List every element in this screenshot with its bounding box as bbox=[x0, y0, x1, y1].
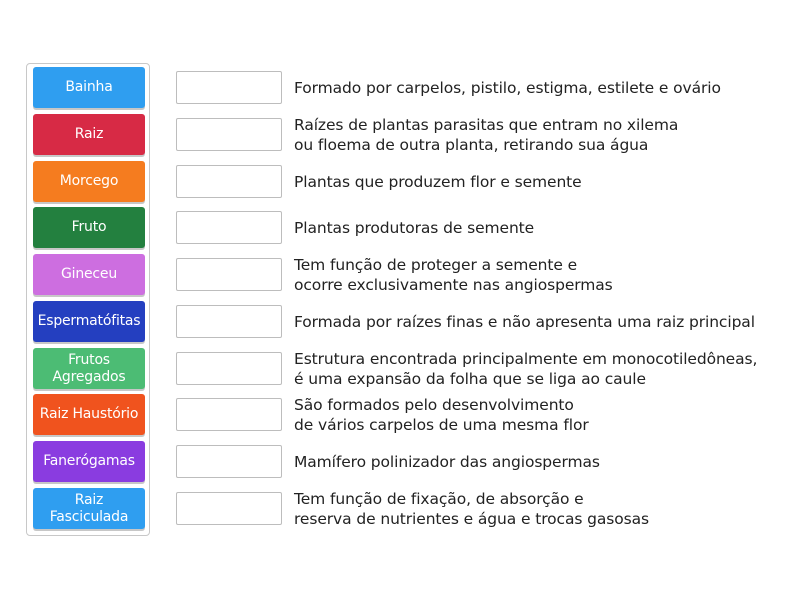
drop-slot-4[interactable] bbox=[176, 211, 282, 244]
row-description: Plantas que produzem flor e semente bbox=[294, 173, 582, 191]
tile-fanerogamas[interactable] bbox=[33, 441, 145, 482]
tile-gineceu[interactable] bbox=[33, 254, 145, 295]
tile-fruto[interactable] bbox=[33, 207, 145, 248]
drop-slot-9[interactable] bbox=[176, 445, 282, 478]
drop-slot-6[interactable] bbox=[176, 305, 282, 338]
tile-morcego[interactable] bbox=[33, 161, 145, 202]
drop-slot-10[interactable] bbox=[176, 492, 282, 525]
tile-label: Raiz Fasciculada bbox=[49, 491, 129, 525]
row-description: Raízes de plantas parasitas que entram no xilema ou floema de outra planta, retirando sua água bbox=[294, 116, 679, 154]
tile-bank bbox=[26, 63, 150, 536]
tile-label: Frutos Agregados bbox=[52, 351, 126, 385]
row-description: Tem função de fixação, de absorção e reserva de nutrientes e água e trocas gasosas bbox=[294, 490, 650, 528]
drop-slot-3[interactable] bbox=[176, 165, 282, 198]
tile-raiz[interactable] bbox=[33, 114, 145, 155]
tile-label: Raiz Haustório bbox=[39, 406, 139, 422]
row-description: Tem função de proteger a semente e ocorre exclusivamente nas angiospermas bbox=[294, 256, 613, 294]
row-description: Formado por carpelos, pistilo, estigma, estilete e ovário bbox=[294, 79, 721, 97]
drop-slot-8[interactable] bbox=[176, 398, 282, 431]
tile-label: Bainha bbox=[65, 79, 113, 95]
tile-raiz-fasciculada[interactable] bbox=[33, 488, 145, 529]
row-description: Mamífero polinizador das angiospermas bbox=[294, 453, 600, 471]
drop-slot-7[interactable] bbox=[176, 352, 282, 385]
tile-label: Espermatófitas bbox=[37, 313, 141, 329]
row-description: Formada por raízes finas e não apresenta uma raiz principal bbox=[294, 313, 755, 331]
tile-label: Fanerógamas bbox=[43, 453, 135, 469]
tile-bainha[interactable] bbox=[33, 67, 145, 108]
drop-slot-5[interactable] bbox=[176, 258, 282, 291]
tile-label: Fruto bbox=[71, 219, 107, 235]
tile-label: Raiz bbox=[74, 126, 104, 142]
tile-frutos-agregados[interactable] bbox=[33, 348, 145, 389]
tile-label: Gineceu bbox=[60, 266, 117, 282]
tile-raiz-haustorio[interactable] bbox=[33, 394, 145, 435]
drop-slot-1[interactable] bbox=[176, 71, 282, 104]
row-description: Plantas produtoras de semente bbox=[294, 219, 535, 237]
tile-espermatofitas[interactable] bbox=[33, 301, 145, 342]
row-description: Estrutura encontrada principalmente em monocotiledôneas, é uma expansão da folha que se liga ao caule bbox=[294, 350, 758, 388]
tile-label: Morcego bbox=[59, 173, 119, 189]
drop-slot-2[interactable] bbox=[176, 118, 282, 151]
row-description: São formados pelo desenvolvimento de vários carpelos de uma mesma flor bbox=[294, 396, 589, 434]
